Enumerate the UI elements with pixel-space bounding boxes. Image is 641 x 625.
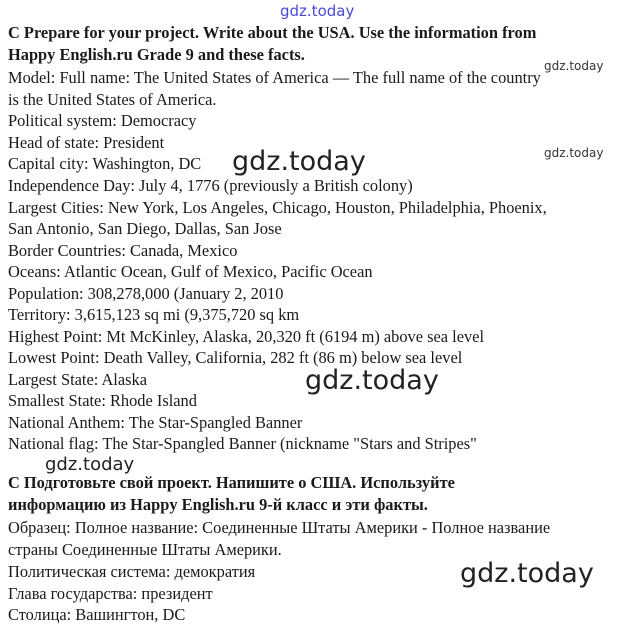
head-of-state: Head of state: President [8, 133, 165, 152]
border-countries: Border Countries: Canada, Mexico [8, 241, 238, 260]
largest-cities-line-1: Largest Cities: New York, Los Angeles, Chicago, Houston, Philadelphia, Phoenix, [8, 198, 547, 217]
russian-heading-line-1: С Подготовьте свой проект. Напишите о США. Используйте [8, 473, 455, 492]
watermark-small-1: gdz.today [544, 59, 604, 73]
russian-model-line-2: страны Соединенные Штаты Америки. [8, 540, 282, 559]
model-line-1: Model: Full name: The United States of America — The full name of the country [8, 68, 541, 87]
political-system: Political system: Democracy [8, 111, 197, 130]
independence-day: Independence Day: July 4, 1776 (previously a British colony) [8, 176, 413, 195]
watermark-big-3: gdz.today [460, 558, 594, 589]
capital-city: Capital city: Washington, DC [8, 154, 202, 173]
russian-heading-line-2: информацию из Happy English.ru 9-й класс и эти факты. [8, 495, 428, 514]
national-anthem: National Anthem: The Star-Spangled Banner [8, 413, 303, 432]
english-heading-line-1: C Prepare for your project. Write about the USA. Use the information from [8, 23, 537, 42]
watermark-big-2: gdz.today [305, 365, 439, 396]
russian-head-of-state: Глава государства: президент [8, 584, 213, 603]
watermark-top: gdz.today [280, 2, 355, 20]
russian-capital: Столица: Вашингтон, DC [8, 605, 186, 624]
territory: Territory: 3,615,123 sq mi (9,375,720 sq km [8, 305, 300, 324]
national-flag: National flag: The Star-Spangled Banner (nickname "Stars and Stripes" [8, 434, 477, 453]
oceans: Oceans: Atlantic Ocean, Gulf of Mexico, Pacific Ocean [8, 262, 373, 281]
russian-political-system: Политическая система: демократия [8, 562, 256, 581]
watermark-big-1: gdz.today [232, 146, 366, 177]
russian-model-line-1: Образец: Полное название: Соединенные Штаты Америки - Полное название [8, 518, 551, 537]
watermark-small-2: gdz.today [544, 146, 604, 160]
english-heading-line-2: Happy English.ru Grade 9 and these facts. [8, 45, 305, 64]
population: Population: 308,278,000 (January 2, 2010 [8, 284, 284, 303]
smallest-state: Smallest State: Rhode Island [8, 391, 197, 410]
highest-point: Highest Point: Mt McKinley, Alaska, 20,320 ft (6194 m) above sea level [8, 327, 485, 346]
watermark-medium: gdz.today [45, 454, 135, 475]
lowest-point: Lowest Point: Death Valley, California, 282 ft (86 m) below sea level [8, 348, 463, 367]
largest-cities-line-2: San Antonio, San Diego, Dallas, San Jose [8, 219, 282, 238]
model-line-2: is the United States of America. [8, 90, 217, 109]
largest-state: Largest State: Alaska [8, 370, 147, 389]
